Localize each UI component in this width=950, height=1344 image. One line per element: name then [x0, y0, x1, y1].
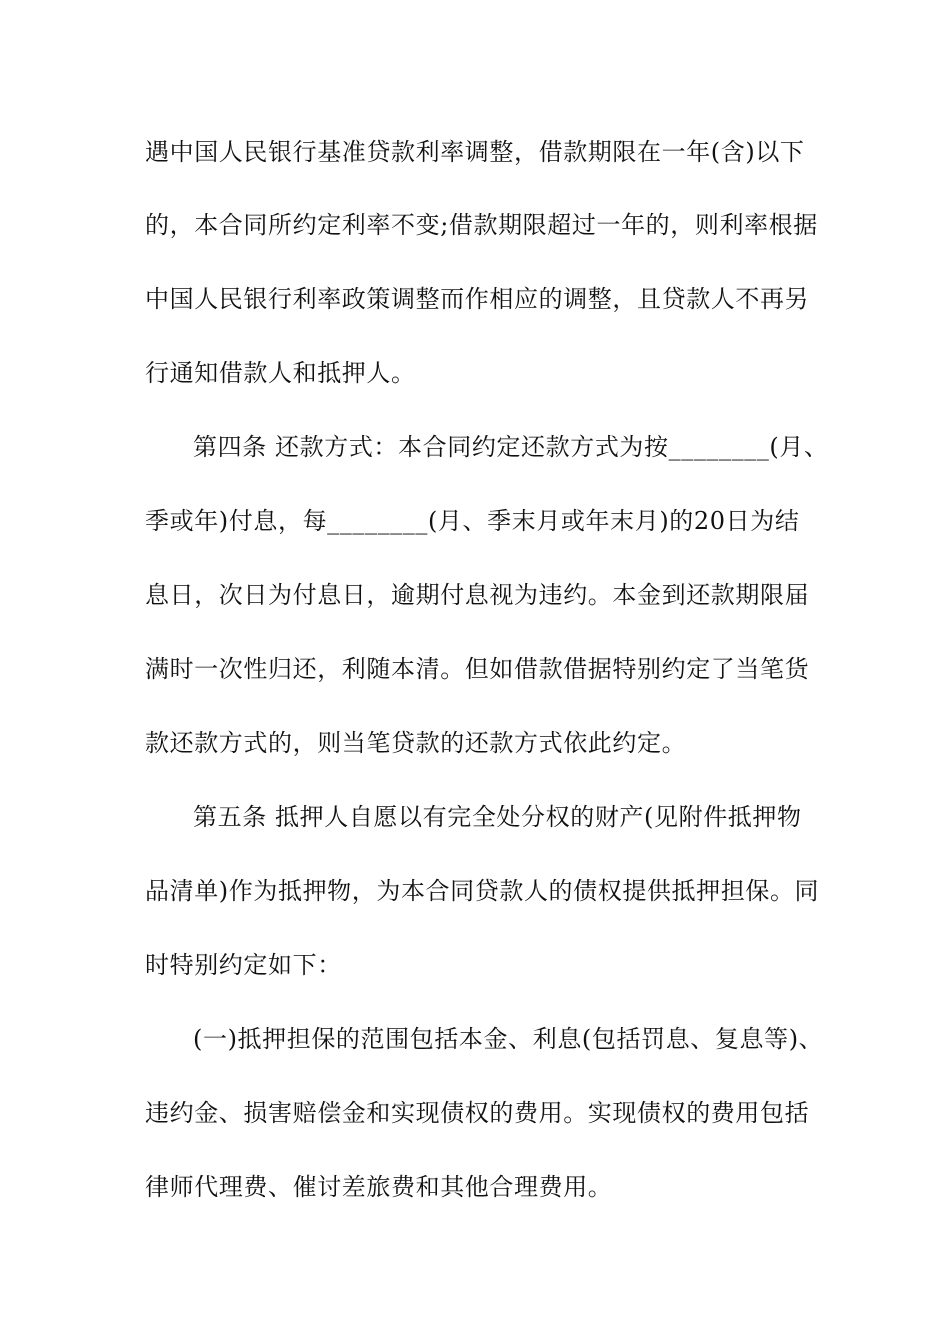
text-line: 中国人民银行利率政策调整而作相应的调整，且贷款人不再另	[145, 285, 810, 313]
text-line: 息日，次日为付息日，逾期付息视为违约。本金到还款期限届	[145, 581, 810, 609]
text-line: 违约金、损害赔偿金和实现债权的费用。实现债权的费用包括	[145, 1099, 810, 1127]
text-line: 的，本合同所约定利率不变;借款期限超过一年的，则利率根据	[145, 211, 818, 239]
text-line: 品清单)作为抵押物，为本合同贷款人的债权提供抵押担保。同	[145, 877, 820, 905]
text-line: 遇中国人民银行基准贷款利率调整，借款期限在一年(含)以下	[145, 138, 805, 166]
article-5-heading-line: 第五条 抵押人自愿以有完全处分权的财产(见附件抵押物	[193, 803, 802, 831]
text-line: 款还款方式的，则当笔贷款的还款方式依此约定。	[145, 729, 687, 757]
text-line: 时特别约定如下：	[145, 951, 342, 979]
text-line: 季或年)付息，每________(月、季末月或年末月)的20日为结	[145, 507, 800, 535]
text-line: 满时一次性归还，利随本清。但如借款借据特别约定了当笔货	[145, 655, 810, 683]
clause-1-line: (一)抵押担保的范围包括本金、利息(包括罚息、复息等)、	[193, 1025, 824, 1053]
article-4-heading-line: 第四条 还款方式：本合同约定还款方式为按________(月、	[193, 433, 829, 461]
text-line: 行通知借款人和抵押人。	[145, 359, 416, 387]
text-line: 律师代理费、催讨差旅费和其他合理费用。	[145, 1173, 613, 1201]
